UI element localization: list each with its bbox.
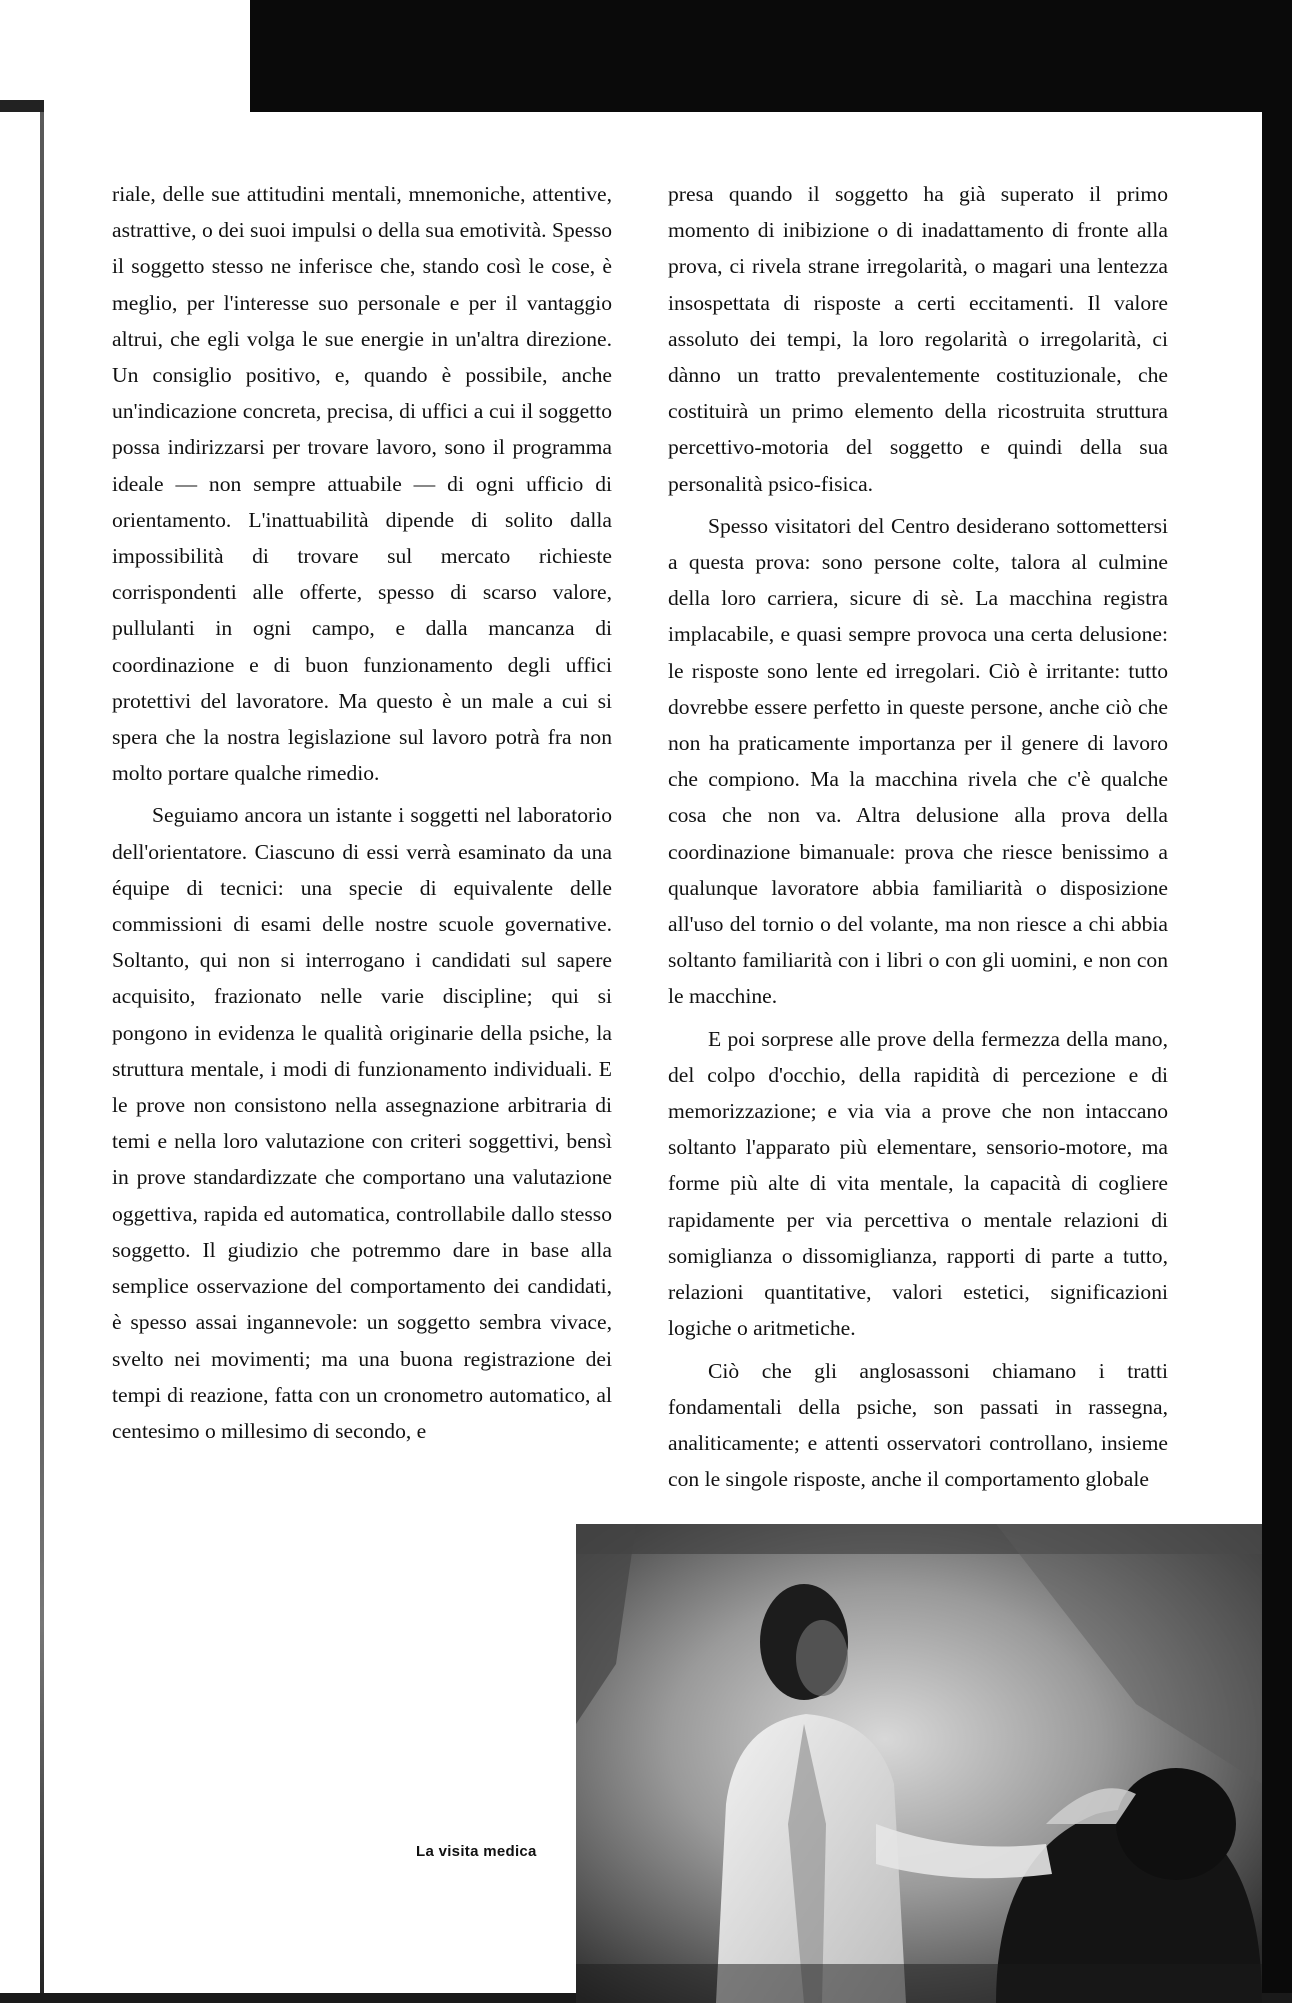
paragraph: presa quando il soggetto ha già superato il primo momento di inibizione o di inadattamento di fronte alla prova, ci rivela strane irregolarità, o magari una lentezza insospettata di risposte a certi eccitamenti. Il valore assoluto dei tempi, la loro regolarità o irregolarità, ci dànno un tratto prevalentemente costituzionale, che costituirà un primo elemento della ricostruita struttura percettivo-motoria del soggetto e quindi della sua personalità psico-fisica. (668, 182, 1168, 496)
patient-head (1116, 1768, 1236, 1880)
top-dark-band (0, 0, 1292, 112)
photo-medical-visit (576, 1524, 1262, 2003)
text-column-left (112, 176, 612, 1449)
photo-caption: La visita medica (416, 1843, 537, 1860)
photo-illustration (576, 1524, 1262, 2003)
page-right-edge (1262, 0, 1292, 2003)
paragraph: Ciò che gli anglosassoni chiamano i tratti fondamentali della psiche, son passati in rassegna, analiticamente; e attenti osservatori controllano, insieme con le singole risposte, anche il comportamento globale (668, 1358, 1168, 1492)
page-left-edge (40, 112, 44, 2003)
paragraph: E poi sorprese alle prove della fermezza della mano, del colpo d'occhio, della rapidità di percezione e di memorizzazione; e via via a prove che non intaccano soltanto l'apparato più elementare, sensorio-motore, ma forme più alte di vita mentale, la capacità di cogliere rapidamente per via percettiva o mentale relazioni di somiglianza o dissomiglianza, rapporti di parte a tutto, relazioni quantitative, valori estetici, significazioni logiche o aritmetiche. (668, 1026, 1168, 1341)
paragraph: Seguiamo ancora un istante i soggetti nel laboratorio dell'orientatore. Ciascuno di essi verrà esaminato da una équipe di tecnici: una specie di equivalente delle commissioni di esami delle nostre scuole governative. Soltanto, qui non si interrogano i candidati sul sapere acquisito, frazionato nelle varie discipline; qui si pongono in evidenza le qualità originarie della psiche, la struttura mentale, i modi di funzionamento individuali. E le prove non consistono nella assegnazione arbitraria di temi e nella loro valutazione con criteri soggettivi, bensì in prove standardizzate che comportano una valutazione oggettiva, rapida ed automatica, controllabile dallo stesso soggetto. Il giudizio che potremmo dare in base alla semplice osservazione del comportamento dei candidati, è spesso assai ingannevole: un soggetto sembra vivace, svelto nei movimenti; ma una buona registrazione dei tempi di reazione, fatta con un cronometro automatico, al centesimo o millesimo di secondo, e (112, 803, 612, 1443)
paragraph: Spesso visitatori del Centro desiderano sottomettersi a questa prova: sono persone colte, talora al culmine della loro carriera, sicure di sè. La macchina registra implacabile, e quasi sempre provoca una certa delusione: le risposte sono lente ed irregolari. Ciò è irritante: tutto dovrebbe essere perfetto in queste persone, anche ciò che non ha praticamente importanza per il genere di lavoro che compiono. Ma la macchina rivela che c'è qualche cosa che non va. Altra delusione alla prova della coordinazione bimanuale: prova che riesce benissimo a qualunque lavoratore abbia familiarità o disposizione all'uso del tornio o del volante, ma non riesce a chi abbia soltanto familiarità con i libri o con gli uomini, e non con le macchine. (668, 513, 1168, 1009)
paragraph: riale, delle sue attitudini mentali, mnemoniche, attentive, astrattive, o dei suoi impulsi o della sua emotività. Spesso il soggetto stesso ne inferisce che, stando così le cose, è meglio, per l'interesse suo personale e per il vantaggio altrui, che egli volga le sue energie in un'altra direzione. Un consiglio positivo, e, quando è possibile, anche un'indicazione concreta, precisa, di uffici a cui il soggetto possa indirizzarsi per trovare lavoro, sono il programma ideale — non sempre attuabile — di ogni ufficio di orientamento. L'inattuabilità dipende di solito dalla impossibilità di trovare sul mercato richieste corrispondenti alle offerte, spesso di scarso valore, pullulanti in ogni campo, e dalla mancanza di coordinazione e di buon funzionamento degli uffici protettivi del lavoratore. Ma questo è un male a cui si spera che la nostra legislazione sul lavoro potrà fra non molto portare qualche rimedio. (112, 182, 612, 786)
text-column-right (668, 176, 1168, 1497)
